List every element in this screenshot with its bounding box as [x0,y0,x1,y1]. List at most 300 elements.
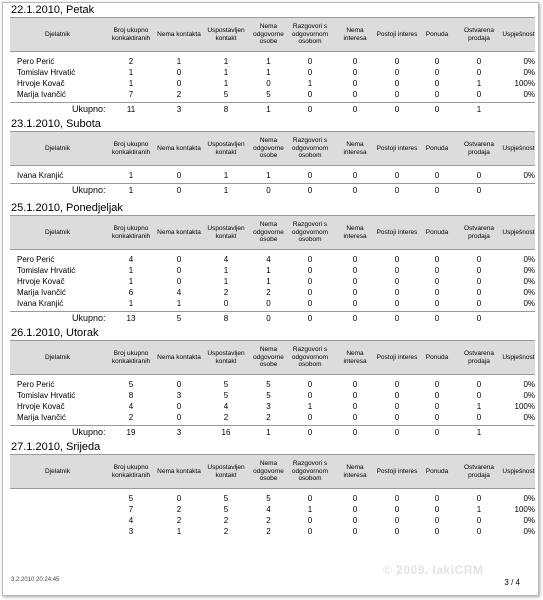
column-header-label: Broj ukupno konkaktiranih [111,225,151,240]
table-cell: 1 [476,505,482,514]
column-header-label: Uspostavljen kontakt [207,141,245,156]
total-cell: 0 [476,314,482,323]
table-body [10,493,535,537]
table-cell: 0 [176,68,182,77]
table-body [10,379,535,423]
table-cell: 5 [223,505,229,514]
column-header [10,132,105,165]
column-header [286,455,334,488]
total-cell: 0 [352,314,358,323]
table-cell: 1 [266,57,271,66]
table-cell: 2 [266,527,271,536]
column-header-label: Ostvarena prodaja [464,225,494,240]
table-cell: 7 [128,90,134,99]
table-cell: 0 [394,90,400,99]
table-cell: 4 [266,505,271,514]
totals-row [10,183,535,197]
column-header [334,216,376,249]
table-cell: 0 [352,57,358,66]
column-header [502,132,535,165]
table-cell: 0 [434,505,440,514]
column-header [201,132,251,165]
table-cell: 4 [128,255,134,264]
table-cell: 0 [434,255,440,264]
table-cell: 0 [176,402,182,411]
totals-label: Ukupno: [72,185,106,195]
table-cell: 1 [128,277,134,286]
column-header [201,455,251,488]
column-header [418,455,456,488]
table-row [10,412,535,423]
total-cell: 0 [434,314,440,323]
table-cell: 0 [352,255,358,264]
employee-name: Marija Ivančić [17,413,66,422]
table-cell: 2 [223,413,229,422]
column-header-label: Razgovori s odgovornom osobom [291,137,329,160]
column-header [157,341,201,374]
day-section [10,326,535,439]
table-cell: 0 [394,79,400,88]
table-cell: 2 [223,527,229,536]
column-header [10,455,105,488]
employee-name: Tomislav Hrvatić [17,68,76,77]
column-header-label: Ostvarena prodaja [464,350,494,365]
table-cell: 0 [352,68,358,77]
table-cell: 0 [394,57,400,66]
column-header [10,18,105,51]
report-page [2,2,539,596]
table-cell: 0 [434,413,440,422]
table-cell: 0 [434,391,440,400]
table-cell: 0 [352,90,358,99]
total-cell: 1 [223,186,229,195]
table-cell: 3 [128,527,134,536]
total-cell: 16 [221,428,231,437]
table-cell: 0 [394,413,400,422]
table-row [10,276,535,287]
employee-name: Tomislav Hrvatić [17,391,76,400]
column-header [456,18,502,51]
table-cell: 0 [434,171,440,180]
section-title: 22.1.2010, Petak [11,4,95,16]
column-header [105,132,157,165]
table-row [10,170,535,181]
table-cell: 0 [476,57,482,66]
table-cell: 1 [476,402,482,411]
table-cell: 4 [128,516,134,525]
table-cell: 4 [128,402,134,411]
table-row [10,67,535,78]
column-header [157,216,201,249]
total-cell: 19 [126,428,136,437]
table-cell: 0 [476,68,482,77]
table-cell: 0 [434,380,440,389]
total-cell: 1 [476,428,482,437]
total-cell: 1 [476,105,482,114]
table-cell: 0 [352,266,358,275]
table-cell: 1 [266,277,271,286]
column-header-label: Nema kontakta [157,30,201,38]
table-cell: 2 [266,288,271,297]
section-title: 23.1.2010, Subota [11,118,101,130]
table-cell: 0 [434,57,440,66]
table-cell: 0 [352,527,358,536]
column-header [376,216,418,249]
column-header-label: Uspješnost [502,467,535,475]
total-cell: 1 [266,105,271,114]
column-header-label: Broj ukupno konkaktiranih [111,27,151,42]
table-cell: 8 [128,391,134,400]
table-cell: 0 [434,516,440,525]
totals-row [10,311,535,325]
column-header [157,18,201,51]
table-cell: 0% [523,516,535,525]
table-row [10,298,535,309]
table-cell: 0 [394,516,400,525]
column-header-label: Nema odgovorne osobe [253,23,284,46]
table-cell: 1 [307,505,313,514]
table-row [10,379,535,390]
table-cell: 0 [476,266,482,275]
column-header [286,18,334,51]
table-cell: 5 [128,380,134,389]
table-body [10,254,535,309]
table-cell: 0% [523,494,535,503]
table-cell: 1 [266,171,271,180]
column-header-label: Nema interesa [343,350,367,365]
table-cell: 0 [434,288,440,297]
column-header-label: Nema odgovorne osobe [253,221,284,244]
table-cell: 0 [476,516,482,525]
total-cell: 0 [266,314,271,323]
total-cell: 0 [394,314,400,323]
column-header-label: Razgovori s odgovornom osobom [291,346,329,369]
totals-label: Ukupno: [72,104,106,114]
table-cell: 0 [176,79,182,88]
table-cell: 0 [476,255,482,264]
column-header-label: Postoji interes [376,467,418,475]
column-header [251,216,286,249]
table-cell: 1 [176,57,182,66]
total-cell: 0 [307,428,313,437]
column-header [157,132,201,165]
column-header [502,341,535,374]
page-number: 3 / 4 [504,578,520,587]
employee-name: Pero Perić [17,57,55,66]
column-header-label: Broj ukupno konkaktiranih [111,464,151,479]
column-header [418,216,456,249]
table-cell: 5 [266,380,271,389]
table-cell: 0 [476,380,482,389]
day-section [10,201,535,325]
table-cell: 0 [394,277,400,286]
column-header-label: Uspostavljen kontakt [207,350,245,365]
total-cell: 0 [476,186,482,195]
employee-name: Marija Ivančić [17,288,66,297]
table-cell: 2 [266,413,271,422]
column-header [201,341,251,374]
table-cell: 0 [307,288,313,297]
column-header [502,455,535,488]
table-cell: 0 [434,494,440,503]
column-header [334,18,376,51]
table-header [10,340,535,375]
table-cell: 0 [307,277,313,286]
table-cell: 2 [266,516,271,525]
column-header [251,18,286,51]
total-cell: 1 [266,428,271,437]
table-cell: 0 [394,391,400,400]
employee-name: Hrvoje Kovač [17,79,65,88]
table-row [10,526,535,537]
table-cell: 0% [523,68,535,77]
table-cell: 0 [394,380,400,389]
column-header-label: Uspješnost [502,228,535,236]
section-title: 25.1.2010, Ponedjeljak [11,202,123,214]
table-cell: 0 [394,527,400,536]
table-cell: 1 [128,299,134,308]
column-header [251,341,286,374]
column-header-label: Djelatnik [45,467,70,475]
table-cell: 0 [476,277,482,286]
table-cell: 0% [523,57,535,66]
table-cell: 0% [523,255,535,264]
totals-row [10,425,535,439]
table-cell: 1 [223,57,229,66]
total-cell: 0 [352,428,358,437]
table-cell: 0 [394,299,400,308]
table-cell: 0 [434,402,440,411]
table-cell: 1 [176,299,182,308]
table-cell: 0 [394,255,400,264]
table-cell: 0 [307,266,313,275]
table-cell: 4 [176,288,182,297]
total-cell: 0 [307,105,313,114]
table-cell: 0 [476,494,482,503]
table-cell: 0 [266,79,271,88]
table-cell: 0 [307,494,313,503]
table-cell: 5 [266,494,271,503]
table-row [10,89,535,100]
column-header-label: Broj ukupno konkaktiranih [111,350,151,365]
column-header-label: Postoji interes [376,144,418,152]
column-header-label: Nema interesa [343,27,367,42]
table-header [10,131,535,166]
column-header-label: Nema interesa [343,464,367,479]
table-cell: 0 [476,391,482,400]
table-cell: 0 [434,527,440,536]
table-cell: 100% [514,505,535,514]
table-row [10,56,535,67]
employee-name: Tomislav Hrvatić [17,266,76,275]
column-header-label: Djelatnik [45,228,70,236]
column-header-label: Djelatnik [45,30,70,38]
table-cell: 0 [476,413,482,422]
table-cell: 1 [223,79,229,88]
table-cell: 0 [434,90,440,99]
table-cell: 0 [352,288,358,297]
column-header [334,455,376,488]
table-cell: 4 [223,255,229,264]
column-header-label: Postoji interes [376,353,418,361]
table-cell: 2 [128,57,134,66]
column-header [418,18,456,51]
column-header [201,18,251,51]
column-header-label: Razgovori s odgovornom osobom [291,23,329,46]
employee-name: Pero Perić [17,380,55,389]
column-header-label: Nema odgovorne osobe [253,460,284,483]
table-cell: 2 [176,505,182,514]
employee-name: Marija Ivančić [17,90,66,99]
table-cell: 2 [128,413,134,422]
column-header [376,341,418,374]
table-cell: 1 [128,68,134,77]
column-header-label: Ponuda [425,467,449,475]
table-cell: 0 [307,516,313,525]
column-header-label: Postoji interes [376,228,418,236]
table-cell: 0 [307,380,313,389]
table-cell: 0 [307,527,313,536]
table-cell: 5 [266,391,271,400]
section-title: 27.1.2010, Srijeda [11,441,101,453]
employee-name: Ivana Kranjić [17,171,64,180]
column-header [105,18,157,51]
table-cell: 1 [476,79,482,88]
table-row [10,287,535,298]
table-cell: 5 [223,391,229,400]
column-header-label: Ponuda [425,144,449,152]
total-cell: 0 [352,186,358,195]
total-cell: 1 [128,186,134,195]
table-cell: 0 [307,171,313,180]
table-cell: 1 [307,402,313,411]
column-header [105,216,157,249]
column-header-label: Ponuda [425,353,449,361]
total-cell: 0 [307,186,313,195]
table-body [10,170,535,181]
total-cell: 0 [394,428,400,437]
table-cell: 0 [307,413,313,422]
table-cell: 0 [394,402,400,411]
total-cell: 0 [352,105,358,114]
table-cell: 0 [352,402,358,411]
column-header-label: Postoji interes [376,30,418,38]
table-cell: 0% [523,266,535,275]
column-header [10,216,105,249]
column-header [502,18,535,51]
column-header-label: Nema interesa [343,225,367,240]
column-header-label: Ostvarena prodaja [464,141,494,156]
total-cell: 0 [434,428,440,437]
table-cell: 1 [223,68,229,77]
column-header-label: Uspostavljen kontakt [207,464,245,479]
table-row [10,254,535,265]
table-cell: 1 [176,527,182,536]
column-header [10,341,105,374]
column-header-label: Ponuda [425,228,449,236]
column-header-label: Nema kontakta [157,353,201,361]
column-header-label: Uspješnost [502,30,535,38]
table-header [10,17,535,52]
column-header [456,132,502,165]
column-header [201,216,251,249]
column-header-label: Djelatnik [45,353,70,361]
column-header-label: Nema kontakta [157,228,201,236]
table-cell: 100% [514,79,535,88]
table-cell: 0 [352,277,358,286]
column-header [286,132,334,165]
table-cell: 100% [514,402,535,411]
table-cell: 0 [307,90,313,99]
table-cell: 0% [523,90,535,99]
total-cell: 8 [223,105,229,114]
table-cell: 5 [223,380,229,389]
table-cell: 5 [223,90,229,99]
total-cell: 3 [176,428,182,437]
table-cell: 5 [223,494,229,503]
table-cell: 0 [176,494,182,503]
total-cell: 13 [126,314,136,323]
column-header [334,132,376,165]
table-cell: 0 [394,505,400,514]
table-row [10,390,535,401]
table-cell: 0 [476,288,482,297]
table-cell: 0 [394,68,400,77]
table-cell: 0 [352,171,358,180]
column-header-label: Uspostavljen kontakt [207,225,245,240]
table-cell: 0 [434,79,440,88]
column-header [251,455,286,488]
column-header [286,216,334,249]
table-cell: 0 [352,79,358,88]
column-header-label: Ostvarena prodaja [464,464,494,479]
column-header [456,216,502,249]
table-cell: 0 [434,68,440,77]
table-cell: 2 [223,288,229,297]
column-header [157,455,201,488]
table-cell: 0% [523,380,535,389]
table-cell: 0 [352,380,358,389]
table-cell: 0 [176,380,182,389]
table-cell: 0 [307,299,313,308]
table-cell: 2 [176,516,182,525]
total-cell: 3 [176,105,182,114]
table-cell: 0% [523,413,535,422]
column-header-label: Uspješnost [502,144,535,152]
employee-name: Pero Perić [17,255,55,264]
table-cell: 1 [223,277,229,286]
total-cell: 8 [223,314,229,323]
table-header [10,454,535,489]
employee-name: Ivana Kranjić [17,299,64,308]
column-header-label: Ponuda [425,30,449,38]
employee-name: Hrvoje Kovač [17,277,65,286]
table-cell: 5 [266,90,271,99]
print-datetime: 3.2.2010 20:24:45 [11,577,60,583]
table-row [10,401,535,412]
column-header-label: Nema kontakta [157,144,201,152]
day-section [10,3,535,116]
total-cell: 0 [394,105,400,114]
table-cell: 7 [128,505,134,514]
table-cell: 0 [352,494,358,503]
column-header [251,132,286,165]
table-cell: 1 [128,266,134,275]
table-cell: 4 [266,255,271,264]
table-cell: 1 [223,171,229,180]
table-cell: 0 [176,277,182,286]
column-header-label: Broj ukupno konkaktiranih [111,141,151,156]
